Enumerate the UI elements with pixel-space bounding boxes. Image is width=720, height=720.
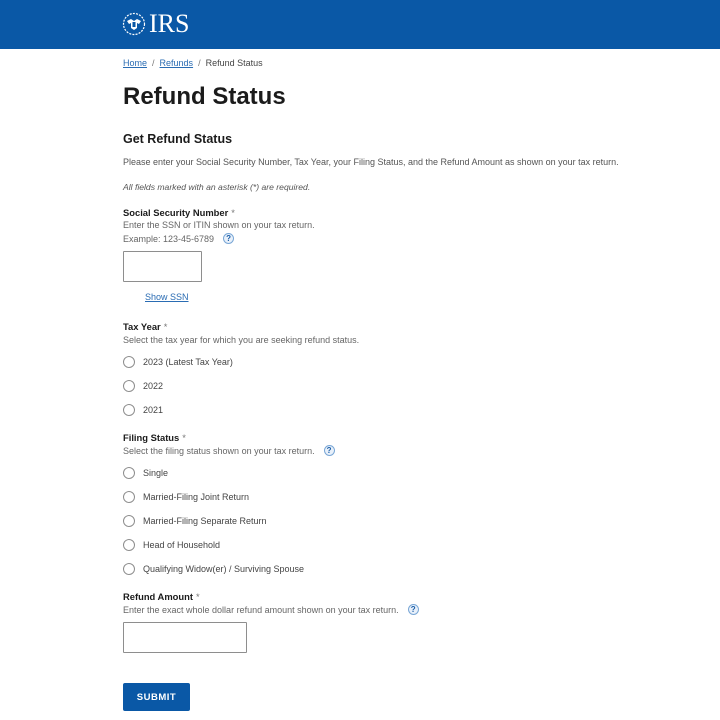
ssn-label — [123, 207, 235, 218]
tax-year-option-2021[interactable] — [123, 404, 163, 416]
tax-year-label-text: Tax Year — [123, 321, 161, 332]
ssn-help-text: Enter the SSN or ITIN shown on your tax return. — [123, 220, 315, 230]
radio-button[interactable] — [123, 467, 135, 479]
breadcrumb — [123, 58, 263, 68]
site-header — [0, 0, 720, 49]
logo-text: IRS — [149, 9, 190, 38]
required-note: All fields marked with an asterisk (*) are required. — [123, 182, 311, 192]
radio-button[interactable] — [123, 515, 135, 527]
radio-button[interactable] — [123, 380, 135, 392]
help-icon[interactable]: ? — [324, 445, 335, 456]
radio-label: Married-Filing Separate Return — [143, 516, 267, 526]
page-title: Refund Status — [123, 83, 286, 110]
filing-status-option-married-joint[interactable] — [123, 491, 249, 503]
ssn-label-text: Social Security Number — [123, 207, 229, 218]
radio-button[interactable] — [123, 491, 135, 503]
breadcrumb-separator: / — [198, 58, 201, 68]
refund-amount-input[interactable] — [123, 622, 247, 653]
radio-label: Single — [143, 468, 169, 478]
show-ssn-link[interactable]: Show SSN — [145, 292, 189, 302]
radio-label: 2022 — [143, 381, 164, 391]
ssn-example — [123, 233, 234, 244]
filing-status-option-head-of-household[interactable] — [123, 539, 220, 551]
filing-status-option-married-separate[interactable] — [123, 515, 267, 527]
radio-label: Head of Household — [143, 540, 221, 550]
filing-status-option-qualifying-widow[interactable] — [123, 563, 304, 575]
refund-amount-help-text: Enter the exact whole dollar refund amount shown on your tax return. — [123, 604, 399, 615]
required-asterisk: * — [231, 207, 235, 218]
breadcrumb-separator: / — [152, 58, 155, 68]
refund-amount-label — [123, 591, 200, 602]
required-asterisk: * — [195, 591, 200, 602]
required-asterisk: * — [163, 321, 168, 332]
refund-amount-help — [123, 604, 419, 615]
radio-label: 2023 (Latest Tax Year) — [143, 357, 233, 367]
radio-label: 2021 — [143, 405, 164, 415]
irs-logo[interactable] — [122, 10, 189, 38]
help-icon[interactable]: ? — [408, 604, 419, 615]
eagle-seal-icon — [122, 12, 146, 36]
filing-status-label-text: Filing Status — [123, 432, 180, 443]
help-icon[interactable]: ? — [223, 233, 234, 244]
radio-label: Married-Filing Joint Return — [143, 492, 250, 502]
intro-text: Please enter your Social Security Number, Tax Year, your Filing Status, and the Refund Amount as shown on your tax return. — [123, 157, 619, 167]
required-asterisk: * — [182, 432, 186, 443]
ssn-input[interactable] — [123, 251, 202, 282]
tax-year-help-text: Select the tax year for which you are seeking refund status. — [123, 335, 360, 345]
filing-status-label — [123, 432, 186, 443]
tax-year-option-2023[interactable] — [123, 356, 233, 368]
radio-label: Qualifying Widow(er) / Surviving Spouse — [143, 564, 305, 574]
ssn-example-text: Example: 123-45-6789 — [123, 233, 215, 244]
breadcrumb-refunds-link[interactable]: Refunds — [159, 58, 194, 68]
filing-status-option-single[interactable] — [123, 467, 168, 479]
radio-button[interactable] — [123, 404, 135, 416]
breadcrumb-home-link[interactable]: Home — [123, 58, 148, 68]
tax-year-option-2022[interactable] — [123, 380, 163, 392]
section-title: Get Refund Status — [123, 132, 233, 146]
tax-year-label — [123, 321, 167, 332]
radio-button[interactable] — [123, 539, 135, 551]
filing-status-help — [123, 445, 335, 456]
radio-button[interactable] — [123, 356, 135, 368]
submit-button[interactable]: SUBMIT — [123, 683, 190, 711]
filing-status-help-text: Select the filing status shown on your tax return. — [123, 445, 315, 456]
radio-button[interactable] — [123, 563, 135, 575]
breadcrumb-current: Refund Status — [205, 58, 263, 68]
refund-amount-label-text: Refund Amount — [123, 591, 193, 602]
